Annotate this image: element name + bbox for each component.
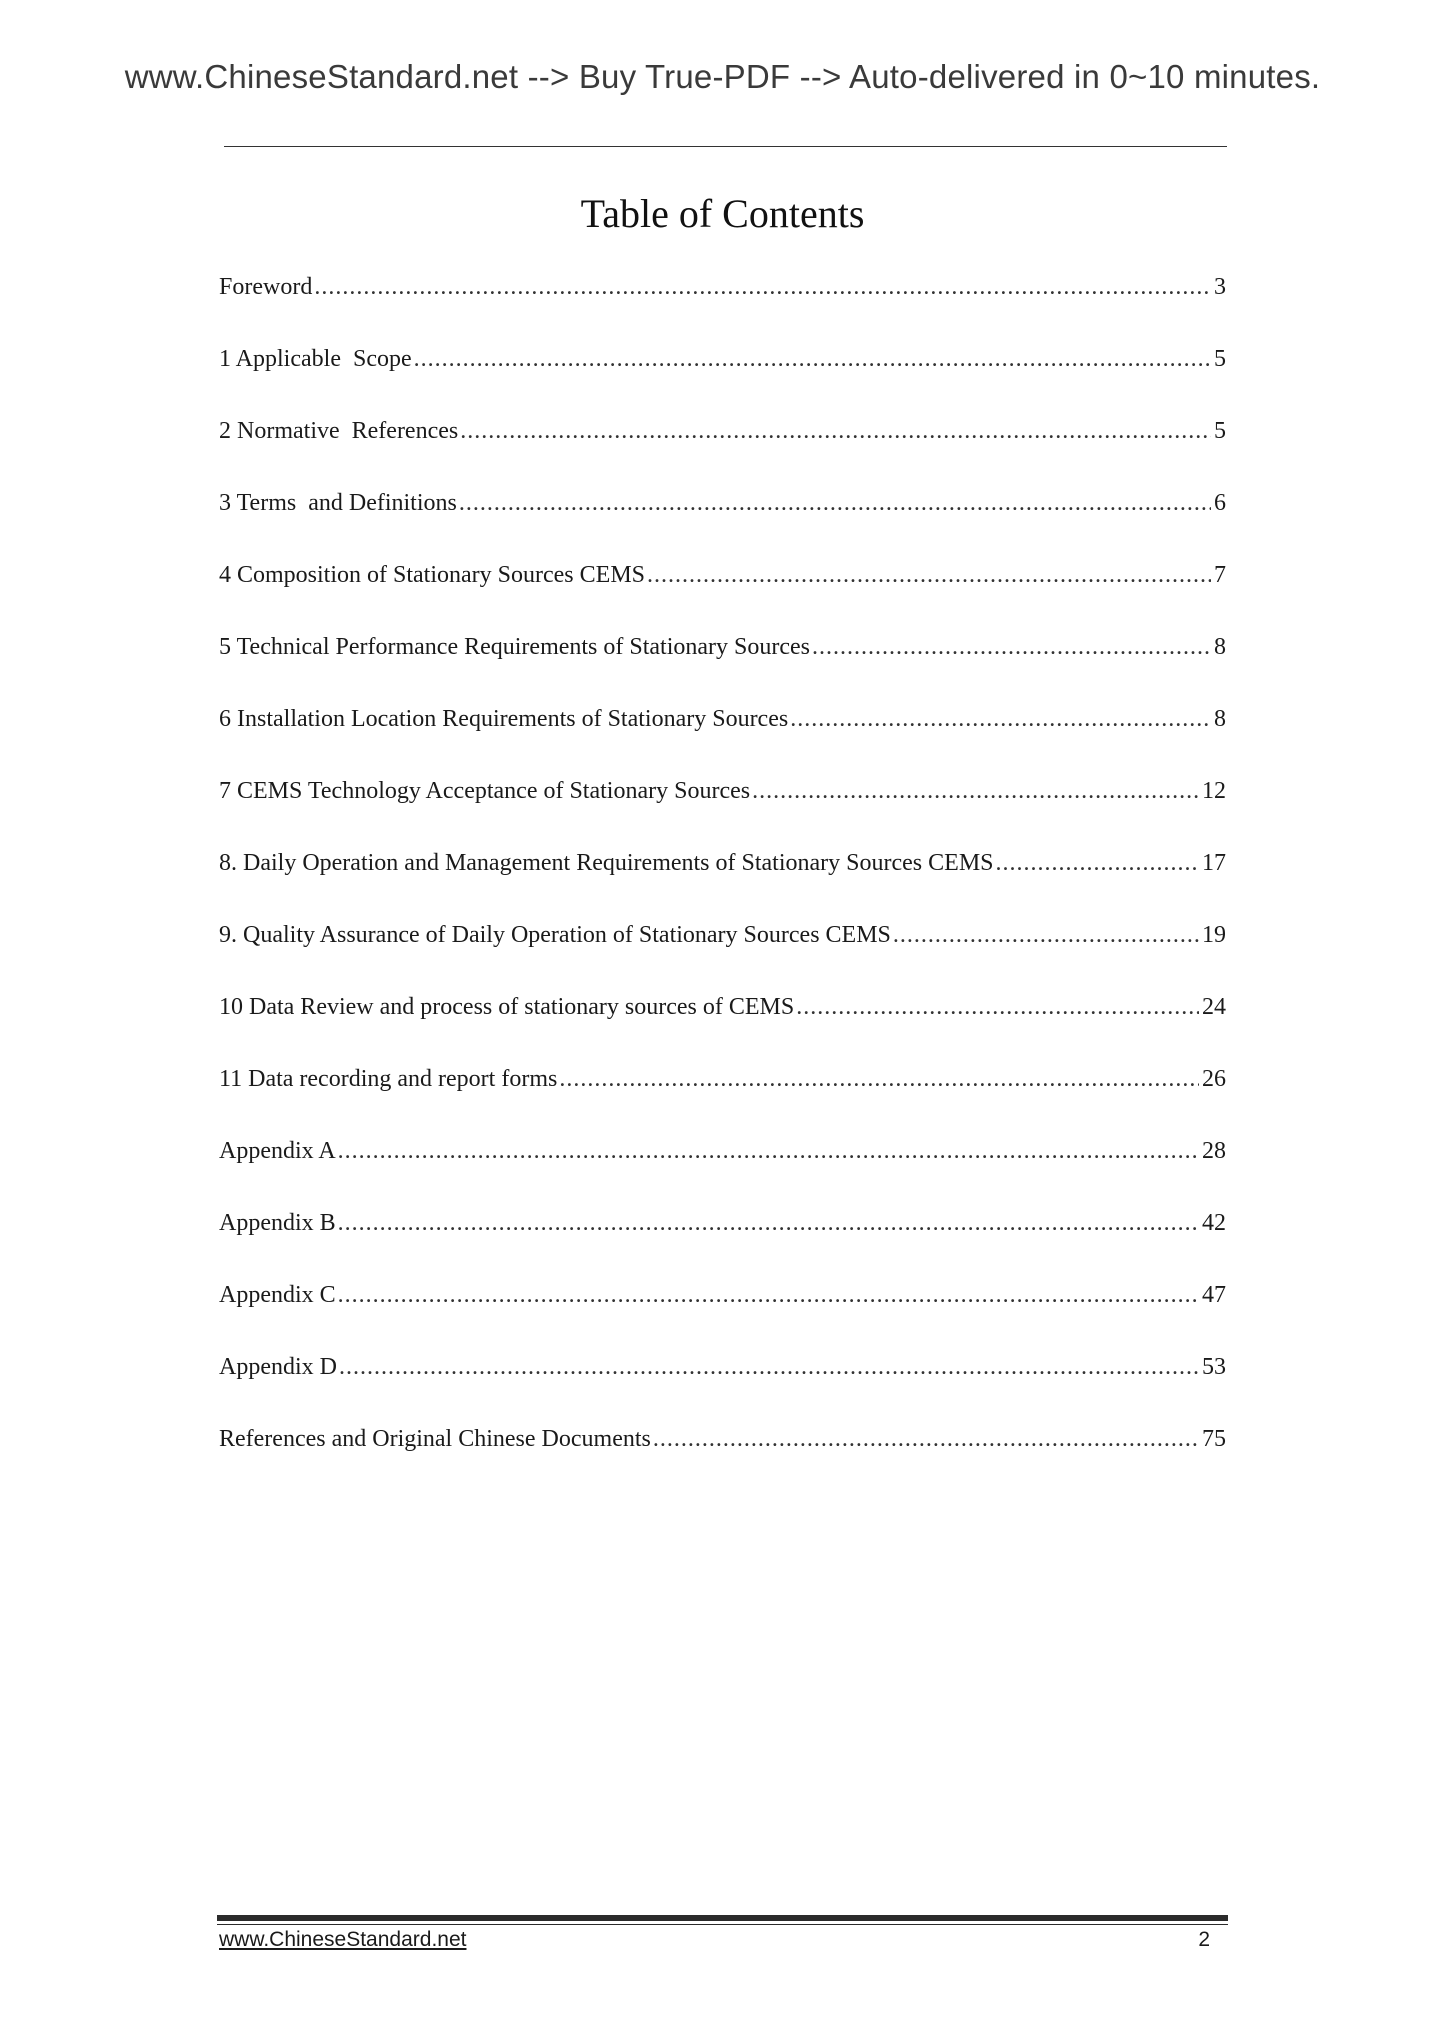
toc-entry-label: 1 Applicable Scope [219, 346, 412, 372]
footer-website-link[interactable]: www.ChineseStandard.net [219, 1928, 467, 1951]
toc-entry-installation-location[interactable] [219, 706, 1226, 778]
toc-entry-label: 8. Daily Operation and Management Requirements of Stationary Sources CEMS [219, 850, 994, 876]
toc-dot-leader [338, 1210, 1199, 1237]
toc-entry-label: Appendix C [219, 1282, 336, 1308]
toc-entry-label: Foreword [219, 274, 313, 300]
toc-entry-quality-assurance[interactable] [219, 922, 1226, 994]
toc-entry-label: 2 Normative References [219, 418, 459, 444]
toc-entry-normative-references[interactable] [219, 418, 1226, 490]
toc-entry-label: 5 Technical Performance Requirements of Stationary Sources [219, 634, 811, 660]
footer-page-number: 2 [1198, 1928, 1210, 1951]
toc-entry-daily-operation[interactable] [219, 850, 1226, 922]
header-banner: www.ChineseStandard.net --> Buy True-PDF --> Auto-delivered in 0~10 minutes. [124, 58, 1321, 95]
toc-entry-references[interactable] [219, 1426, 1226, 1498]
toc-entry-page: 8 [1214, 706, 1226, 732]
page-title: Table of Contents [580, 191, 865, 236]
toc-dot-leader [752, 778, 1199, 805]
toc-entry-foreword[interactable] [219, 274, 1226, 346]
toc-dot-leader [653, 1426, 1199, 1453]
toc-entry-page: 3 [1214, 274, 1226, 300]
toc-entry-label: 10 Data Review and process of stationary sources of CEMS [219, 994, 795, 1020]
table-of-contents [219, 274, 1226, 1498]
toc-entry-page: 26 [1202, 1066, 1226, 1092]
toc-entry-technology-acceptance[interactable] [219, 778, 1226, 850]
toc-entry-label: 6 Installation Location Requirements of Stationary Sources [219, 706, 789, 732]
toc-entry-label: 4 Composition of Stationary Sources CEMS [219, 562, 645, 588]
toc-entry-page: 24 [1202, 994, 1226, 1020]
toc-entry-applicable-scope[interactable] [219, 346, 1226, 418]
toc-entry-page: 5 [1214, 346, 1226, 372]
toc-entry-page: 5 [1214, 418, 1226, 444]
toc-dot-leader [338, 1282, 1199, 1309]
toc-entry-page: 42 [1202, 1210, 1226, 1236]
toc-dot-leader [559, 1066, 1199, 1093]
toc-entry-label: 7 CEMS Technology Acceptance of Stationary Sources [219, 778, 751, 804]
footer-divider-thick [217, 1915, 1228, 1921]
toc-entry-page: 19 [1202, 922, 1226, 948]
footer-divider-thin [217, 1924, 1228, 1925]
toc-entry-page: 8 [1214, 634, 1226, 660]
toc-entry-data-review[interactable] [219, 994, 1226, 1066]
toc-dot-leader [647, 562, 1211, 589]
toc-dot-leader [893, 922, 1199, 949]
toc-entry-page: 12 [1202, 778, 1226, 804]
toc-entry-page: 7 [1214, 562, 1226, 588]
toc-dot-leader [338, 1138, 1199, 1165]
toc-dot-leader [996, 850, 1199, 877]
toc-entry-page: 6 [1214, 490, 1226, 516]
toc-dot-leader [460, 418, 1211, 445]
toc-dot-leader [339, 1354, 1199, 1381]
toc-entry-appendix-c[interactable] [219, 1282, 1226, 1354]
toc-entry-appendix-d[interactable] [219, 1354, 1226, 1426]
toc-entry-page: 28 [1202, 1138, 1226, 1164]
toc-dot-leader [812, 634, 1211, 661]
toc-entry-appendix-b[interactable] [219, 1210, 1226, 1282]
header-divider [224, 146, 1227, 147]
toc-entry-page: 47 [1202, 1282, 1226, 1308]
toc-dot-leader [796, 994, 1199, 1021]
toc-entry-technical-performance[interactable] [219, 634, 1226, 706]
toc-entry-label: Appendix A [219, 1138, 336, 1164]
toc-dot-leader [459, 490, 1211, 517]
toc-entry-page: 75 [1202, 1426, 1226, 1452]
toc-entry-terms-definitions[interactable] [219, 490, 1226, 562]
toc-entry-label: 3 Terms and Definitions [219, 490, 457, 516]
toc-entry-data-recording[interactable] [219, 1066, 1226, 1138]
toc-entry-page: 17 [1202, 850, 1226, 876]
toc-entry-label: Appendix B [219, 1210, 336, 1236]
toc-entry-label: Appendix D [219, 1354, 337, 1380]
toc-dot-leader [414, 346, 1211, 373]
toc-entry-label: 11 Data recording and report forms [219, 1066, 558, 1092]
toc-entry-composition[interactable] [219, 562, 1226, 634]
toc-dot-leader [790, 706, 1211, 733]
toc-entry-label: References and Original Chinese Documents [219, 1426, 651, 1452]
toc-entry-page: 53 [1202, 1354, 1226, 1380]
toc-dot-leader [314, 274, 1211, 301]
toc-entry-label: 9. Quality Assurance of Daily Operation of Stationary Sources CEMS [219, 922, 891, 948]
toc-entry-appendix-a[interactable] [219, 1138, 1226, 1210]
